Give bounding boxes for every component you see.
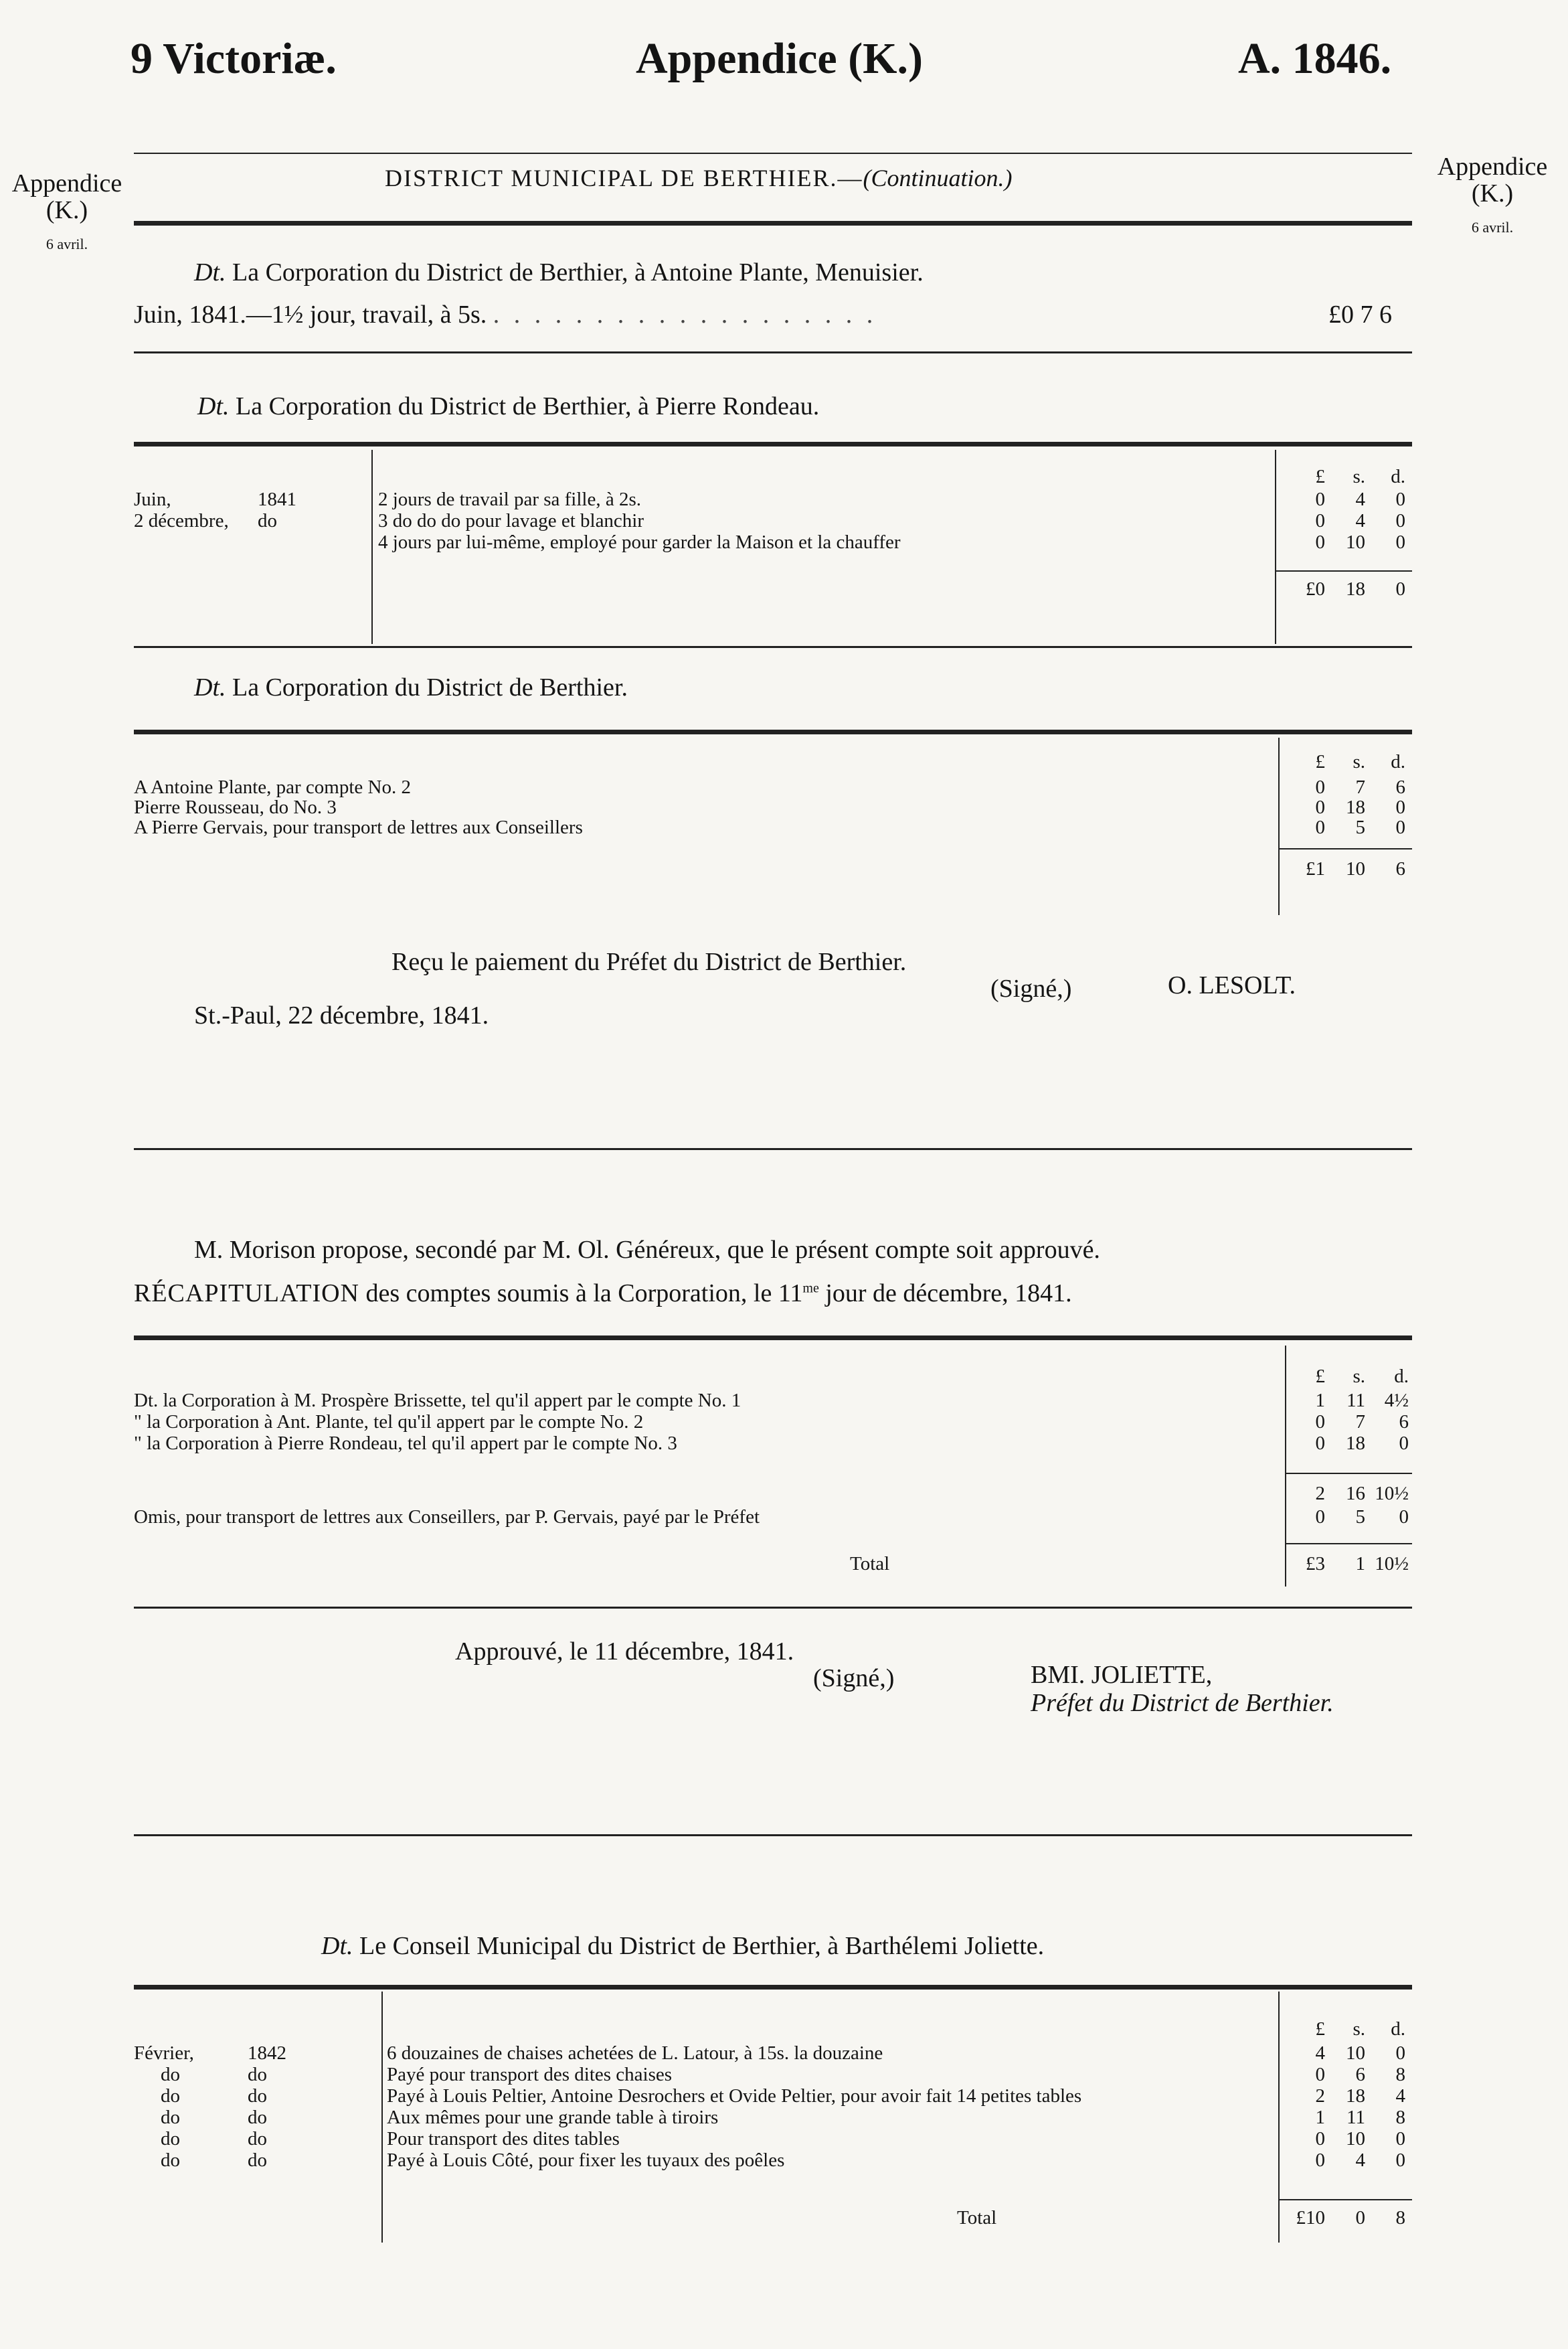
account-4-heading: Le Conseil Municipal du District de Berthier, à Barthélemi Joliette. xyxy=(359,1932,1045,1960)
table-row: do do Payé à Louis Peltier, Antoine Desrochers et Ovide Peltier, pour avoir fait 14 petites tables 2 18 4 xyxy=(161,2085,1405,2107)
divider xyxy=(134,1607,1412,1609)
account-1-line xyxy=(134,300,1412,329)
divider xyxy=(134,730,1412,734)
account-4-table: £ s. d. Février, 1842 6 douzaines de chaises achetées de L. Latour, à 15s. la douzaine 4 10 0 do do Payé pour transport des dites chaises 0 6 8 do do Payé à Louis Peltier, Antoine Desrochers et Ovide Peltier, pour avoir fait 14 petites tables 2 18 4 do do Aux mêmes pour une grande table à tiroirs 1 11 8 do do Pour transport des dites tables 0 10 0 do do Payé à Louis Côté, pour fixer les tuyaux des poêles 0 4 0 Total £10 0 8 xyxy=(134,1992,1412,2243)
approval-title: Préfet du District de Berthier. xyxy=(1031,1689,1334,1717)
subtotal-row: 2 16 10½ xyxy=(1315,1483,1409,1504)
account-2-table: £ s. d. Juin, 1841 2 jours de travail par sa fille, à 2s. 0 4 0 2 décembre, do 3 do do do pour lavage et blanchir 0 4 0 4 jours par lui-même, employé pour garder la Maison et la chauffer 0 10 0 £0 18 0 xyxy=(134,450,1412,644)
table-row: Dt. la Corporation à M. Prospère Brissette, tel qu'il appert par le compte No. 1 1 11 4½ xyxy=(134,1390,1409,1411)
recap-title-mid: des comptes soumis à la Corporation, le 11 xyxy=(365,1279,803,1307)
account-1-text: Juin, 1841.—1½ jour, travail, à 5s. xyxy=(134,301,487,329)
table-row: A Pierre Gervais, pour transport de lettres aux Conseillers 0 5 0 xyxy=(134,817,1405,838)
approval-signe: (Signé,) xyxy=(813,1664,895,1692)
divider xyxy=(134,1335,1412,1340)
divider xyxy=(134,1834,1412,1836)
account-1-title xyxy=(194,258,924,287)
motion-text: M. Morison propose, secondé par M. Ol. Généreux, que le présent compte soit approuvé. xyxy=(194,1236,1100,1264)
table-row: " la Corporation à Pierre Rondeau, tel qu'il appert par le compte No. 3 0 18 0 xyxy=(134,1433,1409,1454)
header-left: 9 Victoriæ. xyxy=(130,34,337,83)
table-row: A Antoine Plante, par compte No. 2 0 7 6 xyxy=(134,777,1405,798)
divider xyxy=(134,1148,1412,1150)
total-row: Total £3 1 10½ xyxy=(850,1553,1409,1574)
margin-date: 6 avril. xyxy=(1471,218,1514,236)
recap-title-end: jour de décembre, 1841. xyxy=(825,1279,1072,1307)
recap-title-main: RÉCAPITULATION xyxy=(134,1279,359,1307)
margin-note-right xyxy=(1425,154,1559,235)
dt-label: Dt. xyxy=(194,258,226,287)
table-row: Juin, 1841 2 jours de travail par sa fille, à 2s. 0 4 0 xyxy=(134,489,1405,510)
divider xyxy=(134,153,1412,154)
divider xyxy=(134,221,1412,226)
divider xyxy=(134,646,1412,648)
account-1-amount: £0 7 6 xyxy=(1328,301,1392,329)
recap-title xyxy=(134,1279,1072,1308)
header-center: Appendice (K.) xyxy=(636,34,923,83)
table-row: do do Payé à Louis Côté, pour fixer les tuyaux des poêles 0 4 0 xyxy=(161,2150,1405,2171)
receipt-name: O. LESOLT. xyxy=(1168,971,1296,999)
total-row: £1 10 6 xyxy=(1306,858,1405,880)
table-row: do do Aux mêmes pour une grande table à tiroirs 1 11 8 xyxy=(161,2107,1405,2128)
section-title-main: DISTRICT MUNICIPAL DE BERTHIER.— xyxy=(385,165,863,191)
divider xyxy=(134,1985,1412,1990)
table-row: Pierre Rousseau, do No. 3 0 18 0 xyxy=(134,797,1405,818)
account-1-heading: La Corporation du District de Berthier, à Antoine Plante, Menuisier. xyxy=(232,258,924,287)
approval-name: BMI. JOLIETTE, xyxy=(1031,1661,1213,1689)
account-2-heading: La Corporation du District de Berthier, à Pierre Rondeau. xyxy=(236,392,820,420)
margin-label: Appendice xyxy=(1437,153,1548,181)
receipt-signe: (Signé,) xyxy=(990,975,1072,1003)
approval-line: Approuvé, le 11 décembre, 1841. xyxy=(455,1637,794,1666)
header-right: A. 1846. xyxy=(1238,34,1392,83)
margin-note-left xyxy=(0,171,134,252)
table-row: Omis, pour transport de lettres aux Conseillers, par P. Gervais, payé par le Préfet 0 5 0 xyxy=(134,1506,1409,1528)
table-row: Février, 1842 6 douzaines de chaises achetées de L. Latour, à 15s. la douzaine 4 10 0 xyxy=(134,2042,1405,2064)
receipt-place: St.-Paul, 22 décembre, 1841. xyxy=(194,1001,489,1030)
table-row: do do Pour transport des dites tables 0 10 0 xyxy=(161,2128,1405,2150)
margin-sub: (K.) xyxy=(46,195,88,224)
recap-table: £ s. d. Dt. la Corporation à M. Prospère Brissette, tel qu'il appert par le compte No. 1 1 11 4½ " la Corporation à Ant. Plante, tel qu'il appert par le compte No. 2 0 7 6 " la Corporation à Pierre Rondeau, tel qu'il appert par le compte No. 3 0 18 0 2 16 10½ Omis, pour transport de lettres aux Conseillers, par P. Gervais, payé par le Préfet 0 5 0 Total £3 1 10½ xyxy=(134,1346,1412,1587)
margin-label: Appendice xyxy=(11,169,122,197)
table-row: " la Corporation à Ant. Plante, tel qu'il appert par le compte No. 2 0 7 6 xyxy=(134,1411,1409,1433)
table-row: 2 décembre, do 3 do do do pour lavage et blanchir 0 4 0 xyxy=(134,510,1405,532)
leader-dots: . . . . . . . . . . . . . . . . . . . xyxy=(493,301,877,329)
account-2-title xyxy=(197,392,819,421)
account-3-heading: La Corporation du District de Berthier. xyxy=(232,673,628,702)
section-title-cont: (Continuation.) xyxy=(863,165,1013,191)
table-row: 4 jours par lui-même, employé pour garder la Maison et la chauffer 0 10 0 xyxy=(378,532,1405,553)
divider xyxy=(134,351,1412,353)
divider xyxy=(134,442,1412,447)
total-row: £0 18 0 xyxy=(1306,578,1405,600)
dt-label: Dt. xyxy=(194,673,226,702)
table-row: do do Payé pour transport des dites chaises 0 6 8 xyxy=(161,2064,1405,2085)
total-row: Total £10 0 8 xyxy=(957,2207,1405,2229)
section-title xyxy=(385,164,1013,192)
dt-label: Dt. xyxy=(197,392,230,420)
account-3-table: £ s. d. A Antoine Plante, par compte No. 2 0 7 6 Pierre Rousseau, do No. 3 0 18 0 A Pierre Gervais, pour transport de lettres aux Conseillers 0 5 0 £1 10 6 xyxy=(134,738,1412,915)
account-4-title xyxy=(321,1931,1044,1961)
margin-sub: (K.) xyxy=(1471,179,1514,208)
account-3-title xyxy=(194,673,628,702)
margin-date: 6 avril. xyxy=(46,235,88,252)
recap-title-sup: me xyxy=(802,1281,819,1296)
dt-label: Dt. xyxy=(321,1932,353,1960)
receipt-line: Reçu le paiement du Préfet du District de Berthier. xyxy=(391,948,907,976)
